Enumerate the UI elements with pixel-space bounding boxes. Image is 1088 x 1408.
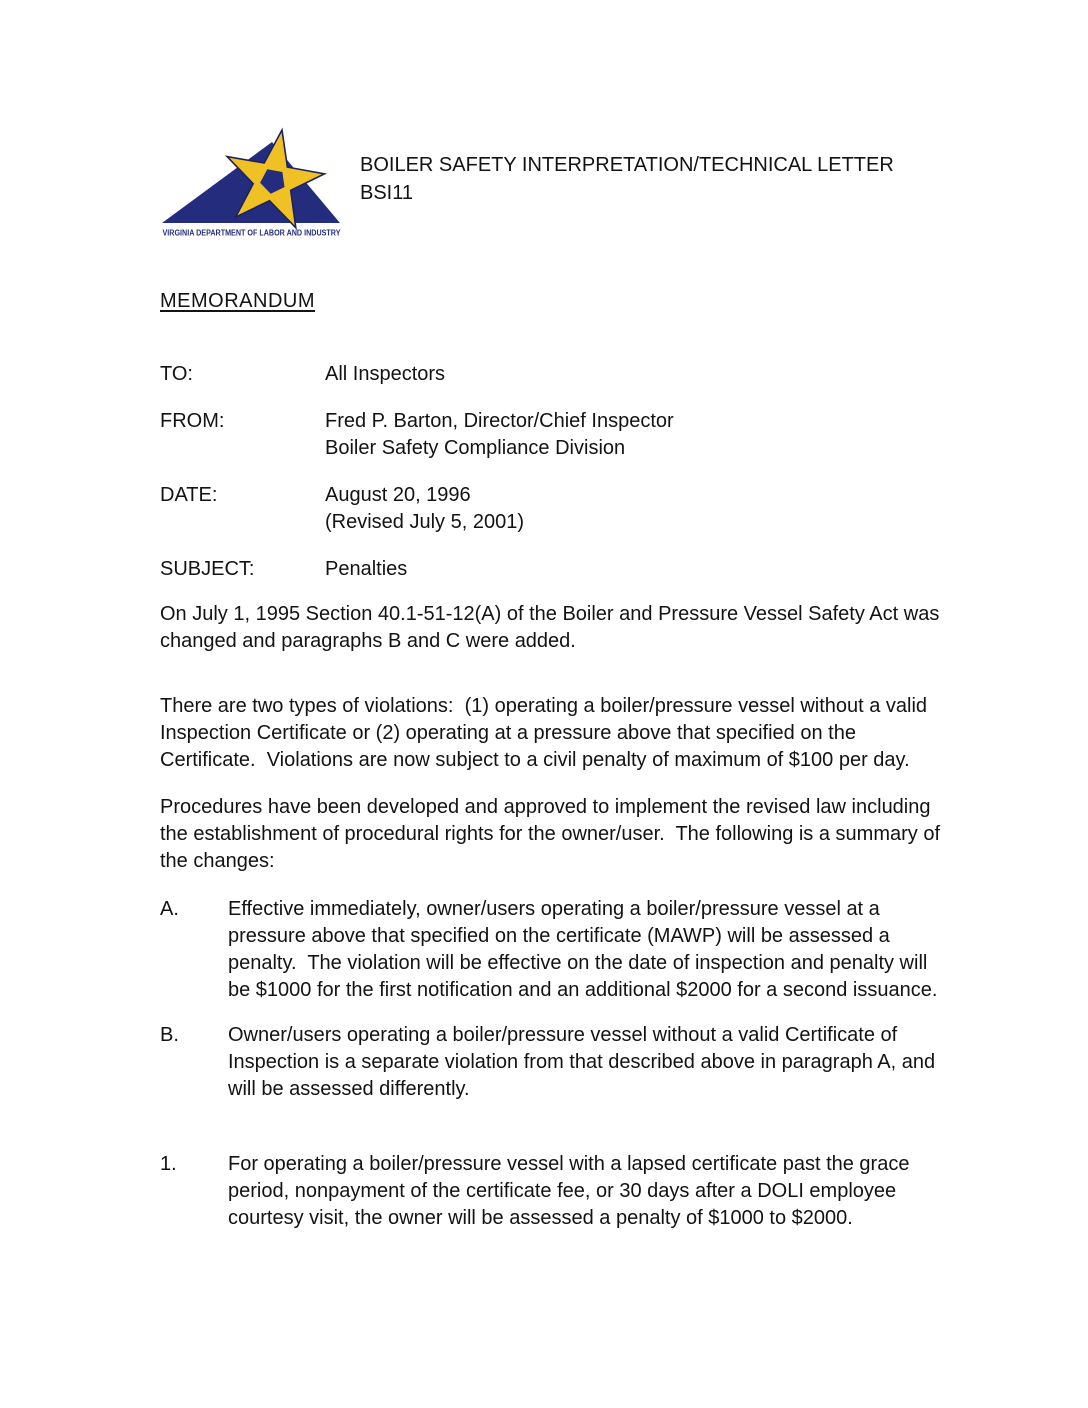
field-subject-label: SUBJECT: <box>160 558 255 580</box>
field-from-line1: Fred P. Barton, Director/Chief Inspector <box>325 410 674 432</box>
numbered-item-1 <box>160 1151 946 1232</box>
logo-caption: VIRGINIA DEPARTMENT OF LABOR AND INDUSTRY <box>162 228 342 238</box>
paragraph-2: There are two types of violations: (1) operating a boiler/pressure vessel without a valid Inspection Certificate or (2) operating at a pressure above that specified on the Certificate. Violations are now subject to a civil penalty of maximum of $100 per day. <box>160 695 933 771</box>
field-from-value <box>325 408 946 462</box>
letter-title: BOILER SAFETY INTERPRETATION/TECHNICAL LETTER <box>360 154 894 176</box>
mountain-star-logo-icon <box>160 125 343 238</box>
field-date <box>160 482 946 536</box>
item-b-marker: B. <box>160 1024 179 1046</box>
field-subject <box>160 556 946 583</box>
field-from <box>160 408 946 462</box>
field-from-label: FROM: <box>160 410 225 432</box>
field-to-line1: All Inspectors <box>325 363 446 385</box>
paragraph-3: Procedures have been developed and approved to implement the revised law including the establishment of procedural rights for the owner/user. The following is a summary of the changes: <box>160 796 946 872</box>
item-a-text: Effective immediately, owner/users operating a boiler/pressure vessel at a pressure above that specified on the certificate (MAWP) will be assessed a penalty. The violation will be effective on the date of inspection and penalty will be $1000 for the first notification and an additional $2000 for a second issuance. <box>228 898 938 1001</box>
memorandum-heading: MEMORANDUM <box>160 290 315 312</box>
letter-title-block <box>360 151 894 207</box>
item-b-text: Owner/users operating a boiler/pressure vessel without a valid Certificate of Inspection is a separate violation from that described above in paragraph A, and will be assessed differently. <box>228 1024 941 1100</box>
field-date-value <box>325 482 946 536</box>
item-1-text: For operating a boiler/pressure vessel with a lapsed certificate past the grace period, nonpayment of the certificate fee, or 30 days after a DOLI employee courtesy visit, the owner will be assessed a penalty of $1000 to $2000. <box>228 1153 916 1229</box>
field-date-label: DATE: <box>160 484 218 506</box>
field-to-label: TO: <box>160 363 193 385</box>
field-subject-value <box>325 556 946 583</box>
field-from-line2: Boiler Safety Compliance Division <box>325 437 626 459</box>
field-date-line1: August 20, 1996 <box>325 484 471 506</box>
agency-logo <box>160 125 343 246</box>
masthead <box>160 125 946 246</box>
paragraph-1: On July 1, 1995 Section 40.1-51-12(A) of the Boiler and Pressure Vessel Safety Act was changed and paragraphs B and C were added. <box>160 603 945 652</box>
field-date-line2: (Revised July 5, 2001) <box>325 511 524 533</box>
field-to <box>160 361 946 388</box>
item-a-marker: A. <box>160 898 179 920</box>
lettered-item-b <box>160 1022 946 1103</box>
memo-fields <box>160 361 946 583</box>
item-1-marker: 1. <box>160 1153 177 1175</box>
field-subject-line1: Penalties <box>325 558 408 580</box>
memo-document <box>160 0 946 1232</box>
lettered-item-a <box>160 896 946 1004</box>
letter-number: BSI11 <box>360 182 413 204</box>
field-to-value <box>325 361 946 388</box>
